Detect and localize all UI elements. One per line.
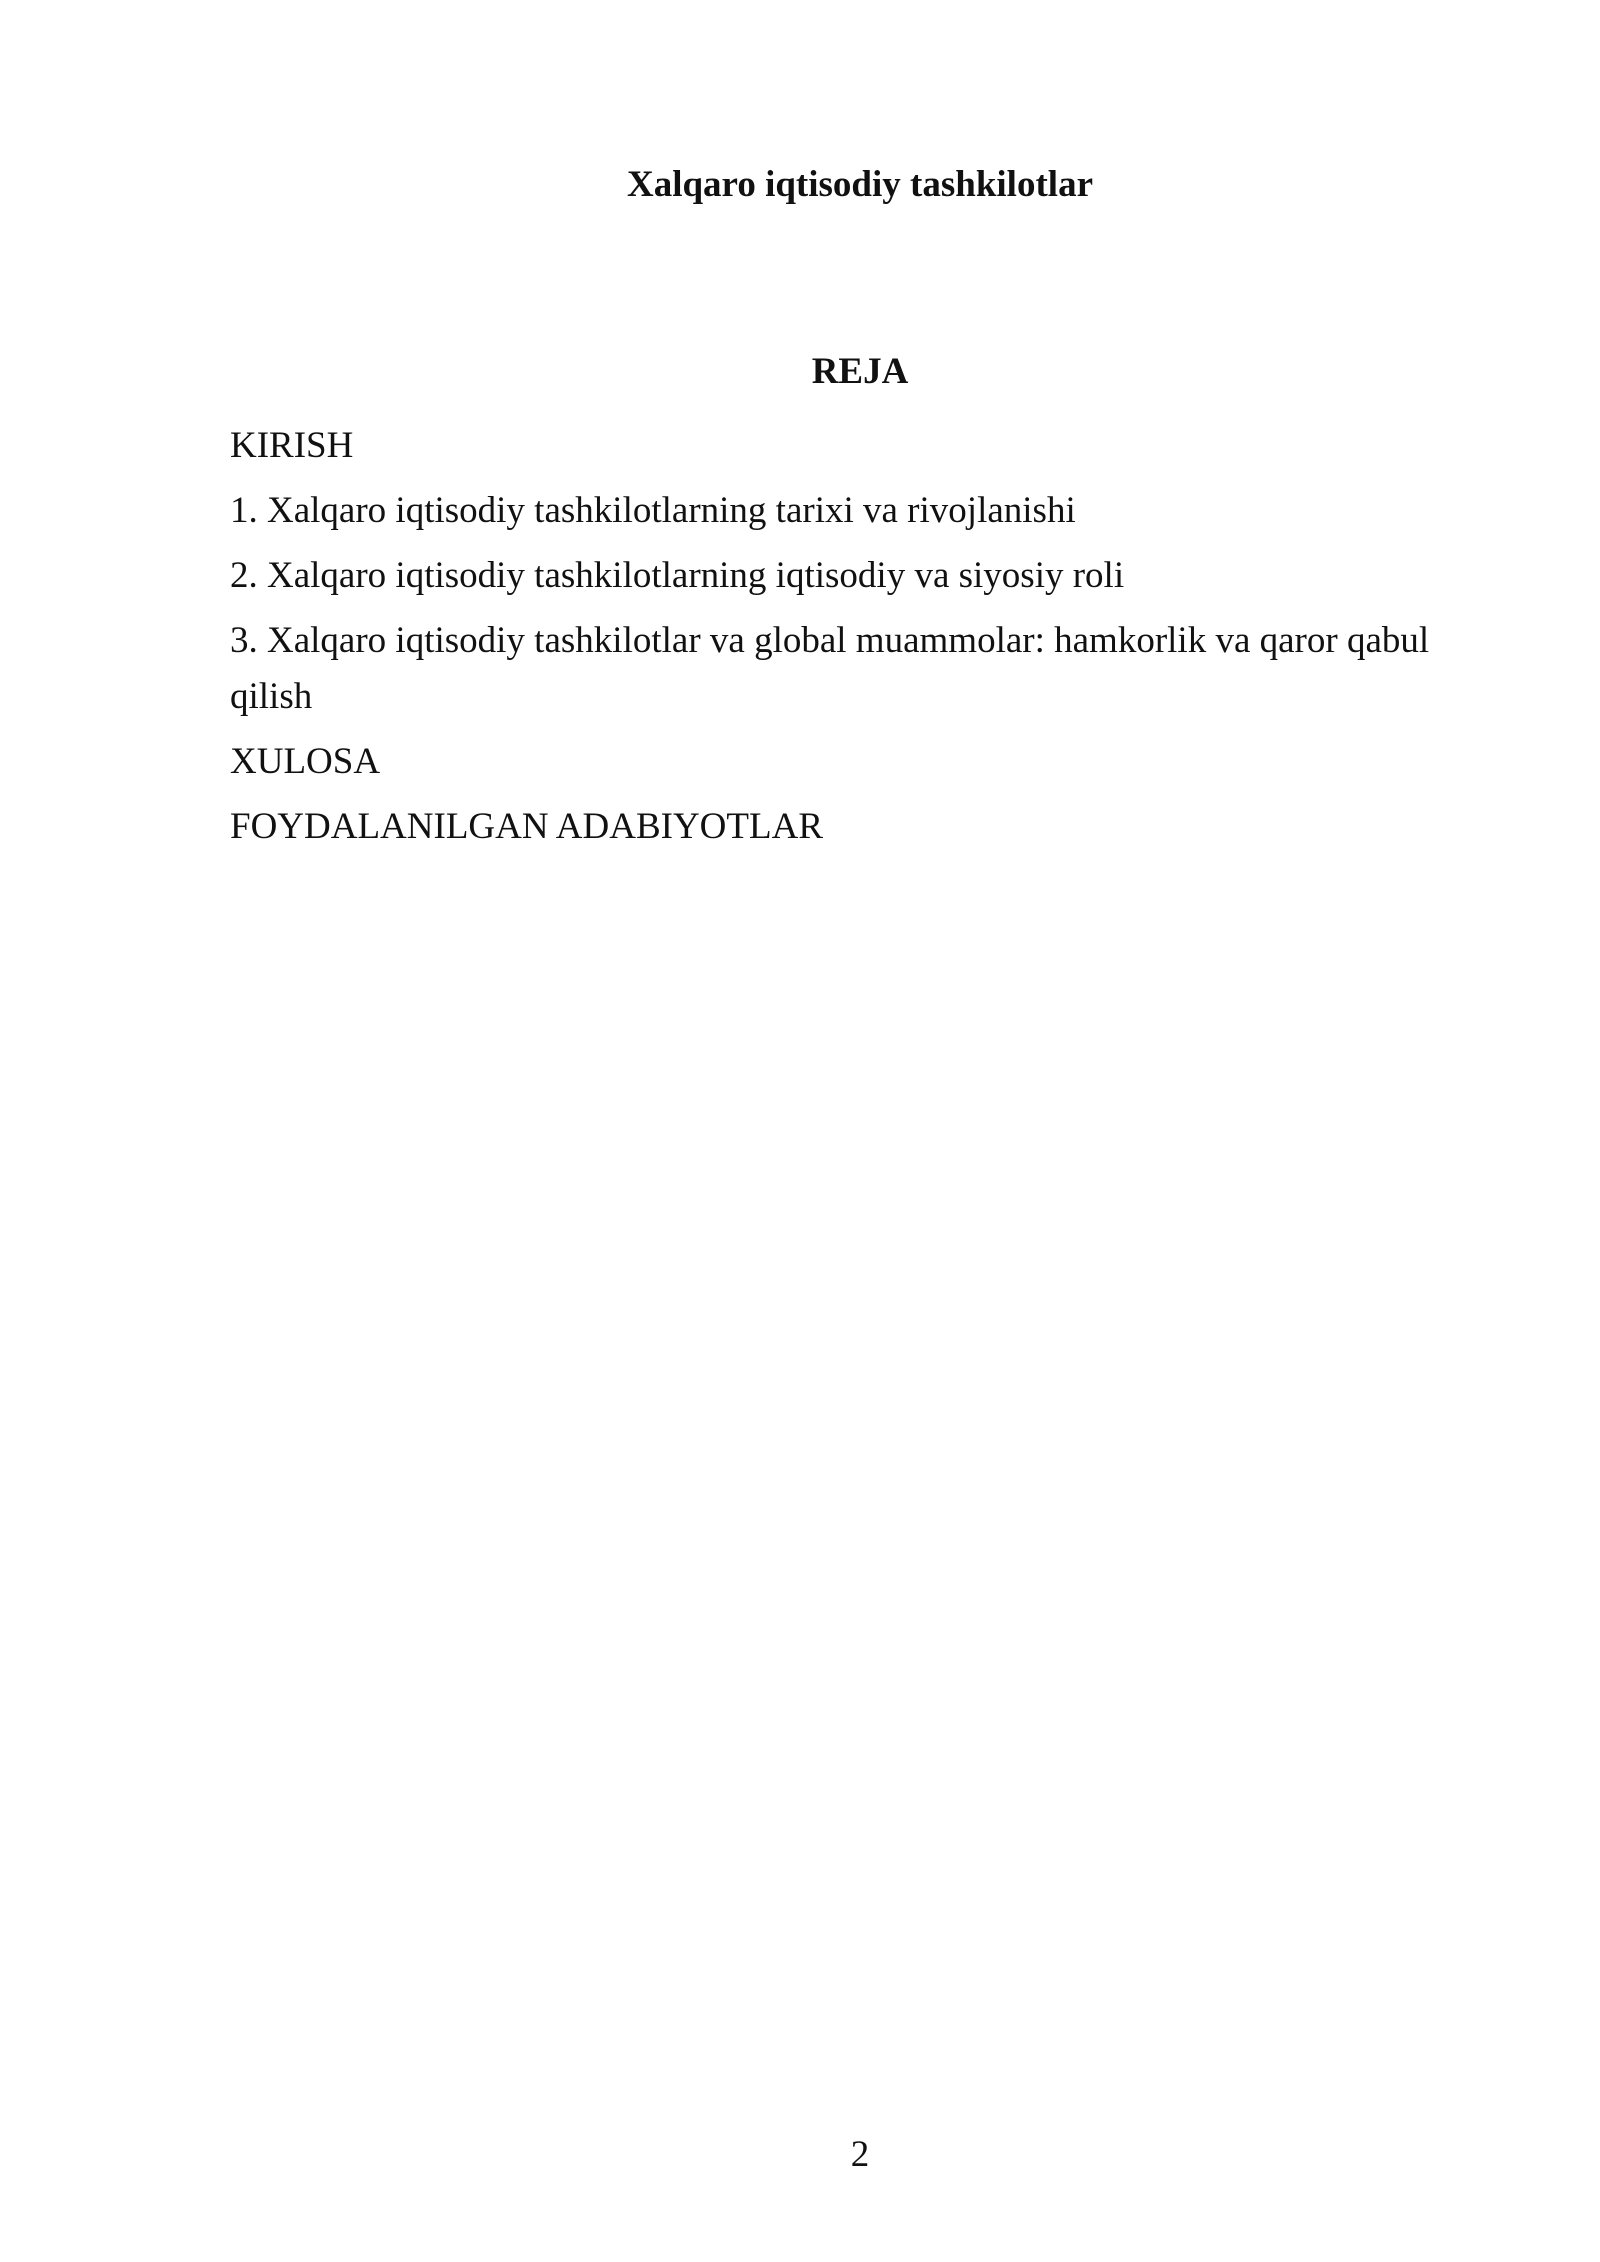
page-number: 2 bbox=[850, 2134, 870, 2175]
document-title: Xalqaro iqtisodiy tashkilotlar bbox=[626, 164, 1093, 205]
plan-item-2: 2. Xalqaro iqtisodiy tashkilotlarning iqtisodiy va siyosiy roli bbox=[230, 555, 1125, 596]
plan-heading: REJA bbox=[811, 351, 909, 392]
plan-list bbox=[230, 418, 1470, 864]
plan-item-references: FOYDALANILGAN ADABIYOTLAR bbox=[230, 806, 823, 847]
plan-item-1: 1. Xalqaro iqtisodiy tashkilotlarning tarixi va rivojlanishi bbox=[230, 490, 1076, 531]
plan-item-conclusion: XULOSA bbox=[230, 741, 381, 782]
plan-item-introduction: KIRISH bbox=[230, 425, 354, 466]
plan-item-3: 3. Xalqaro iqtisodiy tashkilotlar va global muammolar: hamkorlik va qaror qabul qilish bbox=[230, 620, 1430, 717]
